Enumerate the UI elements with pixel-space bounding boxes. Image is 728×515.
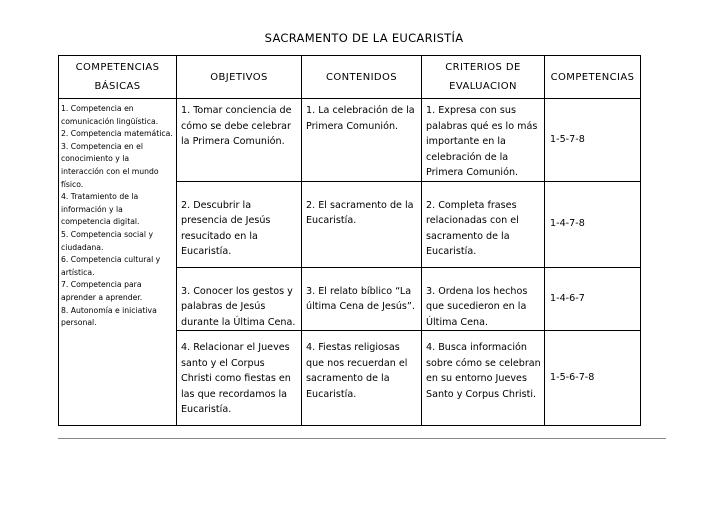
header-competencias-basicas-line1: COMPETENCIAS	[75, 62, 160, 73]
contenido-cell: 3. El relato bíblico “La última Cena de Jesús”.	[302, 267, 422, 331]
header-competencias-basicas-line2: BÁSICAS	[94, 81, 141, 92]
criterio-cell: 1. Expresa con sus palabras qué es lo más importante en la celebración de la Primera Comunión.	[422, 99, 545, 182]
objetivo-cell: 1. Tomar conciencia de cómo se debe celebrar la Primera Comunión.	[177, 99, 302, 182]
document-title: SACRAMENTO DE LA EUCARISTÍA	[264, 31, 464, 45]
competencias-cell: 1-5-7-8	[545, 99, 641, 182]
header-criterios-line2: EVALUACION	[449, 81, 517, 92]
competencias-cell: 1-4-6-7	[545, 267, 641, 331]
header-objetivos: OBJETIVOS	[177, 56, 302, 99]
list-item: 5. Competencia social y ciudadana.	[61, 229, 153, 252]
competencias-basicas-list	[59, 99, 177, 426]
list-item: 8. Autonomía e iniciativa personal.	[61, 305, 157, 328]
objetivo-cell: 2. Descubrir la presencia de Jesús resucitado en la Eucaristía.	[177, 181, 302, 267]
list-item: 7. Competencia para aprender a aprender.	[61, 280, 143, 302]
list-item: 6. Competencia cultural y artística.	[61, 255, 161, 277]
objetivo-cell: 4. Relacionar el Jueves santo y el Corpus Christi como fiestas en las que recordamos la Eucaristía.	[177, 331, 302, 426]
curriculum-table	[58, 55, 641, 426]
contenido-cell: 4. Fiestas religiosas que nos recuerdan el sacramento de la Eucaristía.	[302, 331, 422, 426]
table-header-row	[59, 56, 641, 99]
list-item: 1. Competencia en comunicación lingüística.	[61, 104, 159, 126]
page-divider	[58, 438, 666, 439]
list-item: 4. Tratamiento de la información y la competencia digital.	[61, 192, 140, 227]
header-competencias-basicas	[59, 56, 177, 99]
criterio-cell: 4. Busca información sobre cómo se celebran en su entorno Jueves Santo y Corpus Christi.	[422, 331, 545, 426]
list-item: 2. Competencia matemática.	[61, 129, 173, 139]
table-row	[59, 99, 641, 182]
criterio-cell: 3. Ordena los hechos que sucedieron en la Última Cena.	[422, 267, 545, 331]
contenido-cell: 2. El sacramento de la Eucaristía.	[302, 181, 422, 267]
header-contenidos: CONTENIDOS	[302, 56, 422, 99]
header-criterios-line1: CRITERIOS DE	[445, 62, 521, 73]
header-competencias: COMPETENCIAS	[545, 56, 641, 99]
criterio-cell: 2. Completa frases relacionadas con el sacramento de la Eucaristía.	[422, 181, 545, 267]
competencias-cell: 1-5-6-7-8	[545, 331, 641, 426]
objetivo-cell: 3. Conocer los gestos y palabras de Jesús durante la Última Cena.	[177, 267, 302, 331]
header-criterios	[422, 56, 545, 99]
list-item: 3. Competencia en el conocimiento y la interacción con el mundo físico.	[61, 141, 159, 189]
competencias-cell: 1-4-7-8	[545, 181, 641, 267]
contenido-cell: 1. La celebración de la Primera Comunión.	[302, 99, 422, 182]
